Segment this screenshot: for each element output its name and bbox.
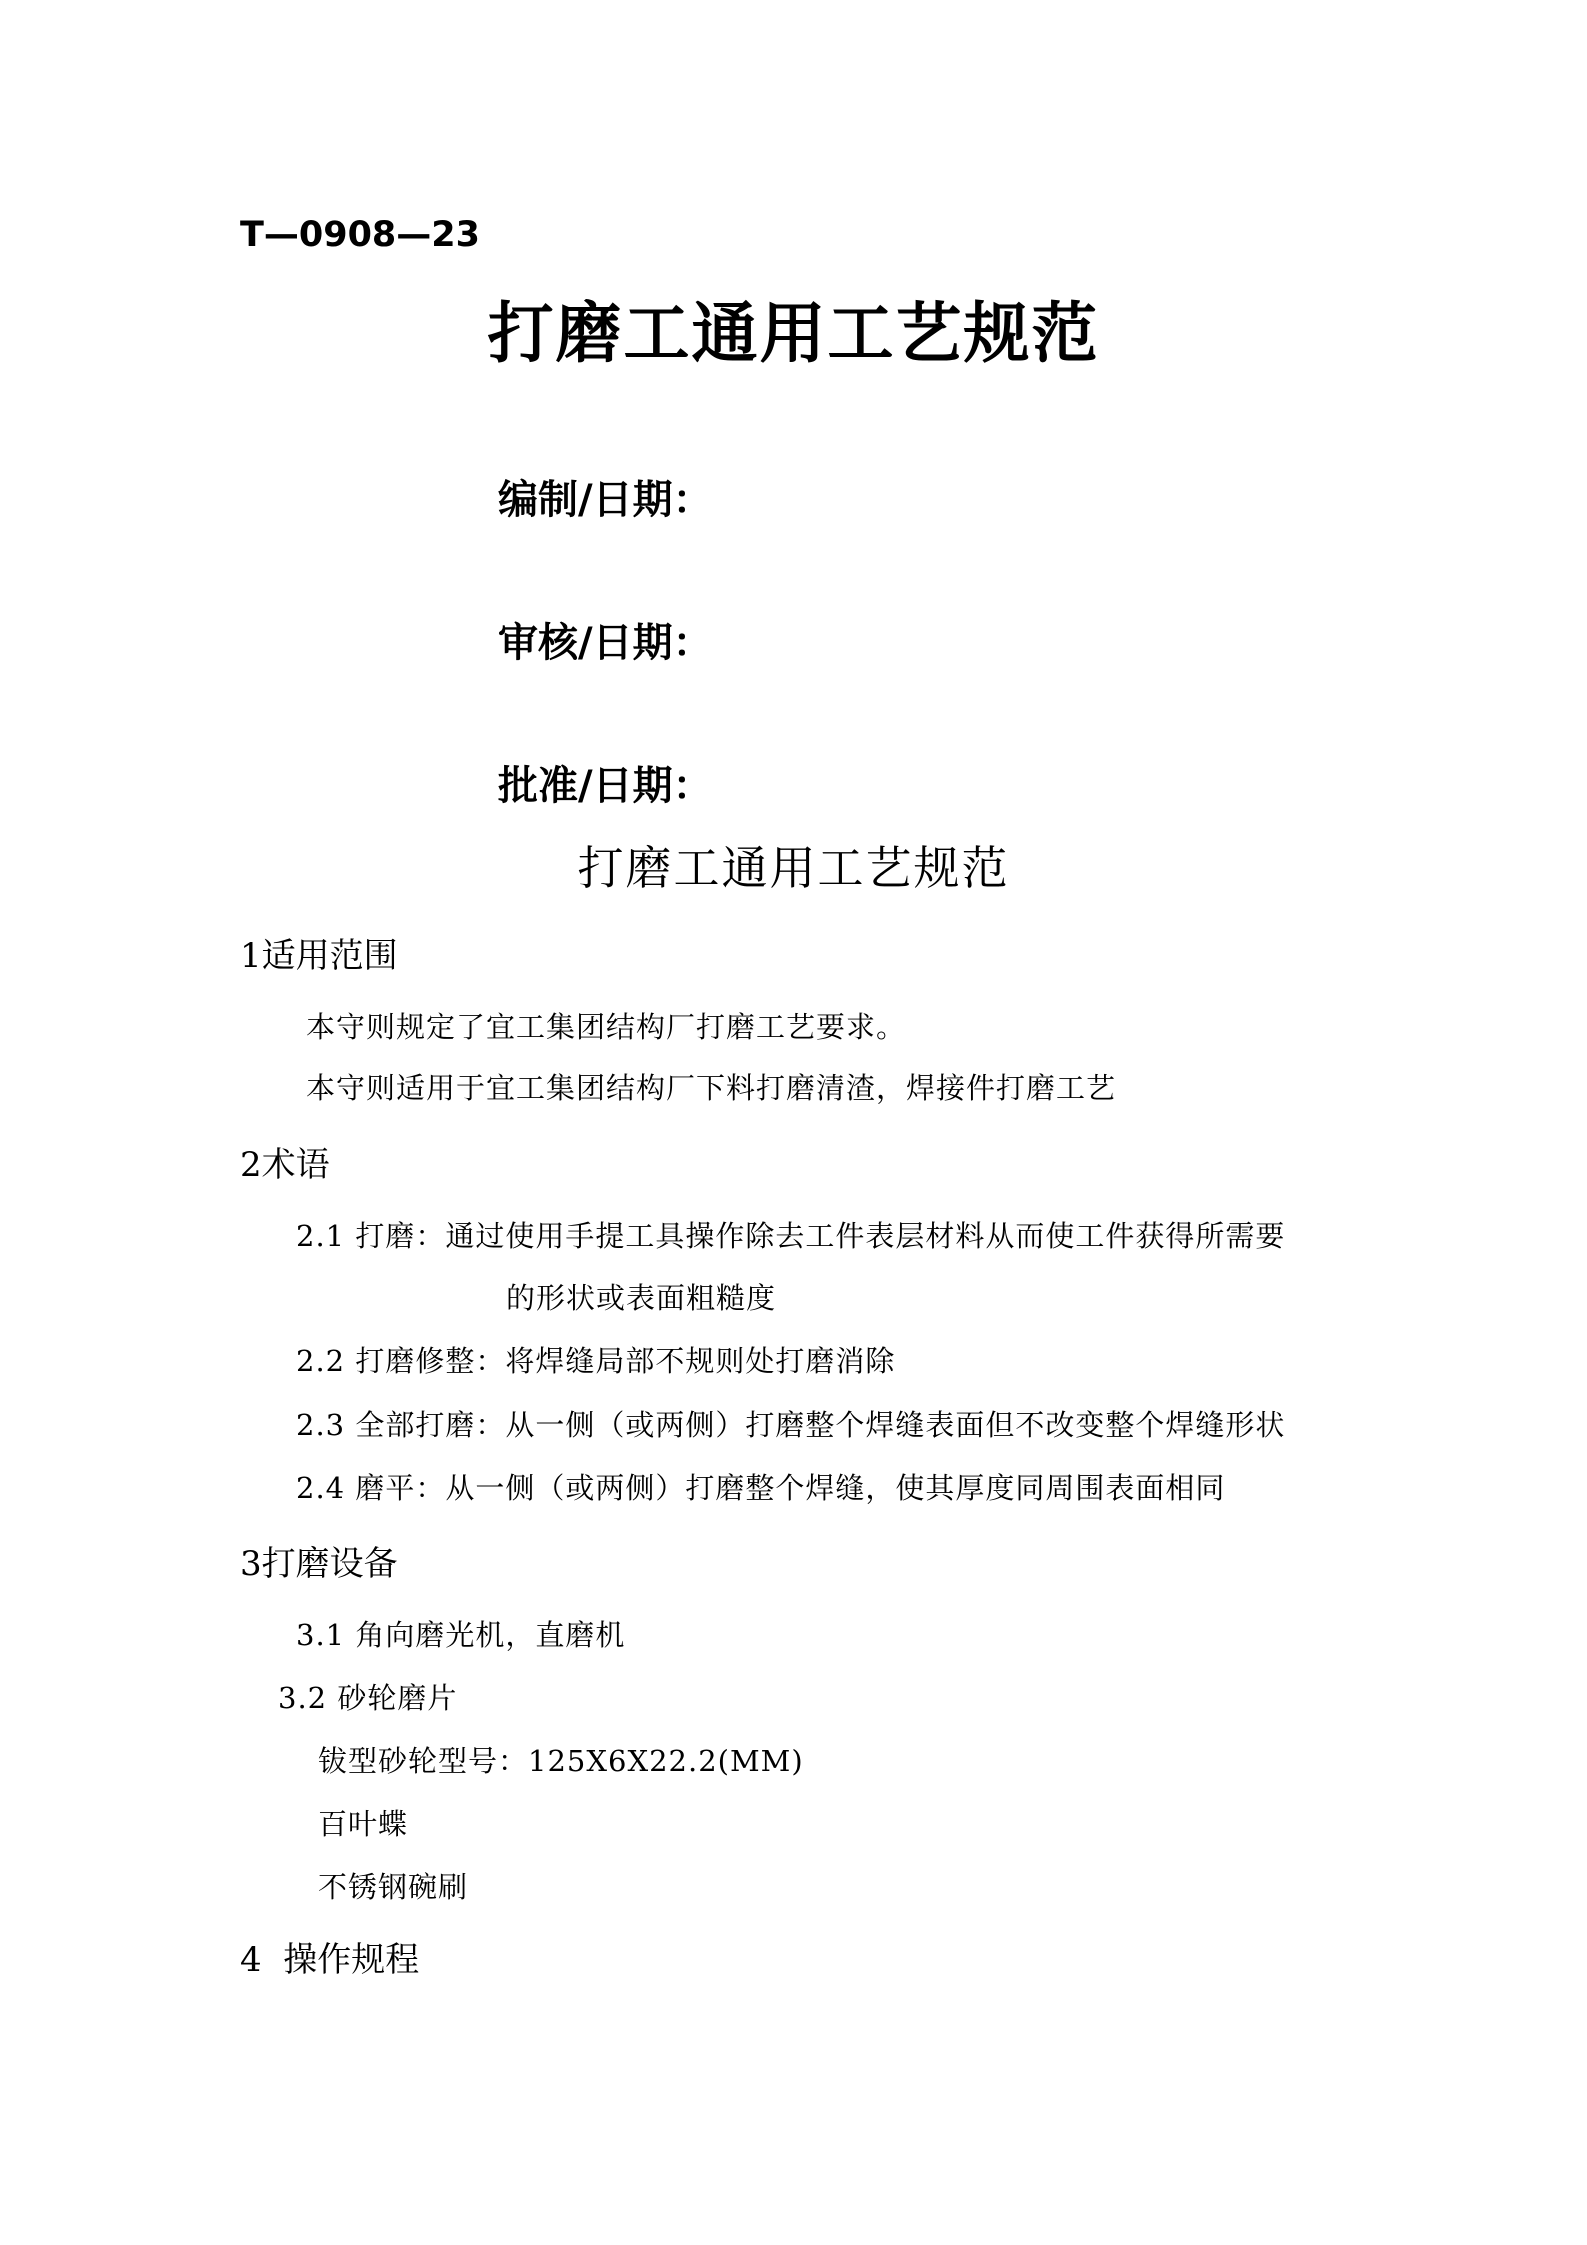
- approved-by-date-label: 批准/日期：: [498, 763, 713, 809]
- scope-paragraph: 本守则规定了宜工集团结构厂打磨工艺要求。: [306, 1010, 907, 1044]
- term-item: 2.3 全部打磨：从一侧（或两侧）打磨整个焊缝表面但不改变整个焊缝形状: [296, 1408, 1286, 1442]
- term-item: 2.2 打磨修整：将焊缝局部不规则处打磨消除: [296, 1344, 896, 1378]
- section-heading-operation: 4 操作规程: [240, 1940, 420, 1980]
- equipment-item: 3.2 砂轮磨片: [278, 1681, 458, 1715]
- equipment-item: 3.1 角向磨光机，直磨机: [296, 1618, 626, 1652]
- document-code: T—0908—23: [240, 215, 480, 255]
- equipment-subitem: 百叶蝶: [318, 1807, 409, 1841]
- reviewed-by-date-label: 审核/日期：: [498, 620, 713, 666]
- scope-paragraph: 本守则适用于宜工集团结构厂下料打磨清渣，焊接件打磨工艺: [306, 1071, 1117, 1105]
- section-heading-scope: 1适用范围: [240, 936, 398, 976]
- section-heading-equipment: 3打磨设备: [240, 1544, 398, 1584]
- term-item-continuation: 的形状或表面粗糙度: [506, 1281, 777, 1315]
- prepared-by-date-label: 编制/日期：: [498, 477, 713, 523]
- equipment-subitem: 不锈钢碗刷: [318, 1870, 469, 1904]
- equipment-subitem: 钹型砂轮型号：125X6X22.2(MM): [318, 1744, 804, 1778]
- term-item: 2.4 磨平：从一侧（或两侧）打磨整个焊缝，使其厚度同周围表面相同: [296, 1471, 1226, 1505]
- cover-title: 打磨工通用工艺规范: [487, 294, 1100, 372]
- section-heading-terms: 2术语: [240, 1145, 330, 1185]
- term-item: 2.1 打磨：通过使用手提工具操作除去工件表层材料从而使工件获得所需要: [296, 1219, 1286, 1253]
- body-title: 打磨工通用工艺规范: [577, 841, 1010, 895]
